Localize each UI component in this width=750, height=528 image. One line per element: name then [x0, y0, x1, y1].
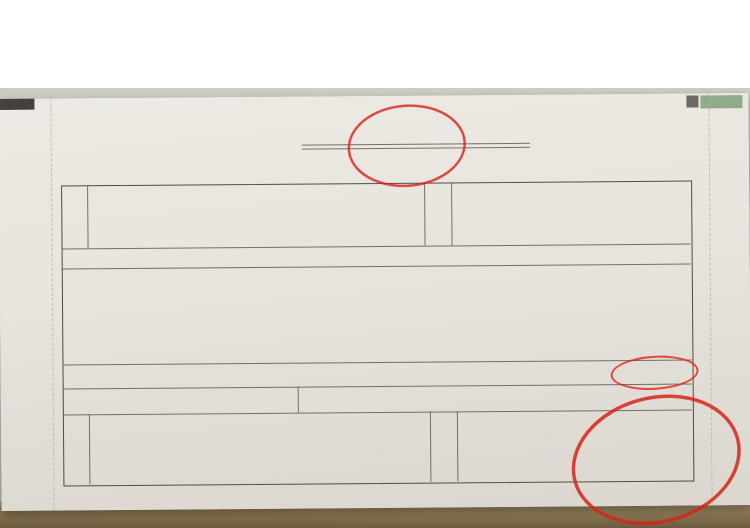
remark-label [430, 411, 458, 481]
corner-dark-mark [686, 95, 698, 107]
seller-stamp [564, 386, 749, 528]
divider [298, 387, 299, 413]
invoice-paper [0, 93, 750, 511]
qr-code [67, 114, 132, 179]
buyer-fields [95, 187, 421, 248]
buyer-side-label [61, 185, 87, 248]
seller-side-label [63, 414, 90, 484]
monitor-stamp [338, 97, 475, 194]
invoice-photo [0, 88, 750, 528]
tractor-strip-left [0, 99, 54, 511]
password-area [459, 186, 687, 244]
top-annotation [0, 0, 750, 88]
seller-fields [97, 416, 427, 483]
